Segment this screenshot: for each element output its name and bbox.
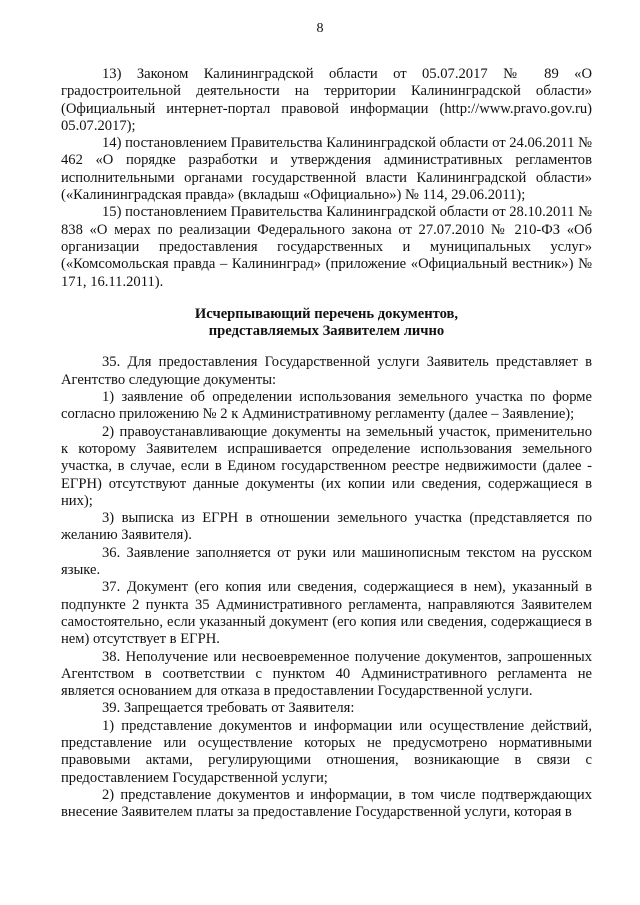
paragraph-35-item-2: 2) правоустанавливающие документы на земельный участок, применительно к которому Заявителем испрашивается определение использования земельного участка, в случае, если в Едином государственном реестре недвижимости (далее - ЕГРН) отсутствуют данные документы (их копии или сведения, содержащиеся в них); [61, 423, 592, 509]
paragraph-35: 35. Для предоставления Государственной услуги Заявитель представляет в Агентство следующие документы: [61, 354, 592, 388]
paragraph-35-item-1: 1) заявление об определении использования земельного участка по форме согласно приложению № 2 к Административному регламенту (далее – Заявление); [61, 389, 592, 423]
document-body [61, 66, 592, 821]
paragraph-36: 36. Заявление заполняется от руки или машинописным текстом на русском языке. [61, 544, 592, 579]
section-heading [61, 306, 592, 341]
paragraph-38: 38. Неполучение или несвоевременное получение документов, запрошенных Агентством в соответствии с пунктом 40 Административного регламента не является основанием для отказа в предоставлении Государственной услуги. [61, 648, 592, 700]
paragraph-35-item-3: 3) выписка из ЕГРН в отношении земельного участка (представляется по желанию Заявителя). [61, 510, 592, 544]
paragraph-item-15: 15) постановлением Правительства Калининградской области от 28.10.2011 № 838 «О мерах по реализации Федерального закона от 27.07.2010 № 210-ФЗ «Об организации предоставления государственных и муниципальных услуг» («Комсомольская правда – Калининград» (приложение «Официальный вестник») № 171, 16.11.2011). [61, 204, 592, 290]
paragraph-39-item-2: 2) представление документов и информации, в том числе подтверждающих внесение Заявителем платы за предоставление Государственной услуги, которая в [61, 786, 592, 821]
paragraph-39: 39. Запрещается требовать от Заявителя: [102, 700, 355, 717]
paragraph-item-14: 14) постановлением Правительства Калининградской области от 24.06.2011 № 462 «О порядке разработки и утверждения административных регламентов исполнительными органами государственной власти Калининградской области» («Калининградская правда» (вкладыш «Официально») № 114, 29.06.2011); [61, 135, 592, 204]
paragraph-39-item-1: 1) представление документов и информации или осуществление действий, представление или осуществление которых не предусмотрено нормативными правовыми актами, регулирующими отношения, возникающие в связи с предоставлением Государственной услуги; [61, 717, 592, 786]
paragraph-37: 37. Документ (его копия или сведения, содержащиеся в нем), указанный в подпункте 2 пункта 35 Административного регламента, направляются Заявителем самостоятельно, если указанный документ (его копия или сведения, содержащиеся в нем) отсутствует в ЕГРН. [61, 579, 592, 648]
section-heading-line-2: представляемых Заявителем лично [208, 323, 445, 340]
paragraph-item-13: 13) Законом Калининградской области от 05.07.2017 № 89 «О градостроительной деятельности на территории Калининградской области» (Официальный интернет-портал правовой информации (http://www.pravo.gov.ru) 05.07.2017); [61, 66, 592, 134]
page-number: 8 [316, 21, 324, 36]
section-heading-line-1: Исчерпывающий перечень документов, [194, 305, 459, 322]
